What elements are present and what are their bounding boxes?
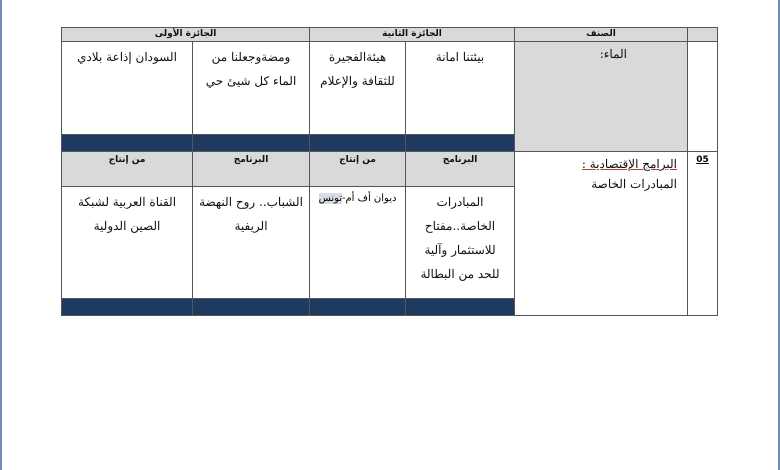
first-producer-subheader: من إنتاج [62,152,193,187]
econ-second-program: المبادرات الخاصة..مفتاح للاستثمار وآلية للحد من البطالة [420,195,500,281]
economic-number-cell [688,152,718,316]
economic-subheader-row [62,152,718,187]
water-first-producer-cell [62,42,193,135]
economic-category-title-text: البرامج الإقتصادية : [581,157,678,171]
navy-band [310,299,406,316]
navy-band [62,135,193,152]
table-header-row [62,28,718,42]
second-prize-header: الجائزة الثانية [310,28,515,42]
econ-second-program-cell [406,187,515,299]
economic-category-cell [515,152,688,316]
navy-band [193,135,310,152]
economic-category-title [515,152,687,173]
water-second-program-cell [406,42,515,135]
water-category-label: الماء: [599,47,628,61]
first-program-subheader: البرنامج [193,152,310,187]
econ-second-producer-prefix: ديوان أف أم- [342,193,397,204]
water-first-program: ومضةوجعلنا من الماء كل شيئ حي [205,50,297,88]
water-first-program-cell [193,42,310,135]
economic-category-sub: المبادرات الخاصة [591,177,678,191]
econ-second-producer-highlight: تونس [318,193,343,204]
navy-band [62,299,193,316]
water-category-cell [515,42,688,152]
econ-first-program-cell [193,187,310,299]
water-number-cell [688,42,718,152]
navy-band [406,299,515,316]
awards-table [61,27,718,316]
table-row [62,42,718,135]
water-first-producer: السودان إذاعة بلادي [77,50,177,64]
econ-first-producer-cell [62,187,193,299]
page-left-border [0,0,2,470]
water-second-producer-cell [310,42,406,135]
second-producer-subheader: من إنتاج [310,152,406,187]
navy-band [406,135,515,152]
econ-first-producer: القناة العربية لشبكة الصين الدولية [77,195,177,233]
first-prize-header: الجائزة الأولى [62,28,310,42]
second-program-subheader: البرنامج [406,152,515,187]
econ-second-producer [310,187,405,211]
water-second-program: بيئتنا امانة [435,50,485,64]
number-header-cell [688,28,718,42]
navy-band [193,299,310,316]
econ-second-producer-cell [310,187,406,299]
water-second-producer: هيئةالفجيرة للثقافة والإعلام [320,50,395,88]
econ-first-program: الشباب.. روح النهضة الريفية [199,195,303,233]
row-number: 05 [696,155,709,165]
navy-band [310,135,406,152]
category-header: الصنف [515,28,688,42]
